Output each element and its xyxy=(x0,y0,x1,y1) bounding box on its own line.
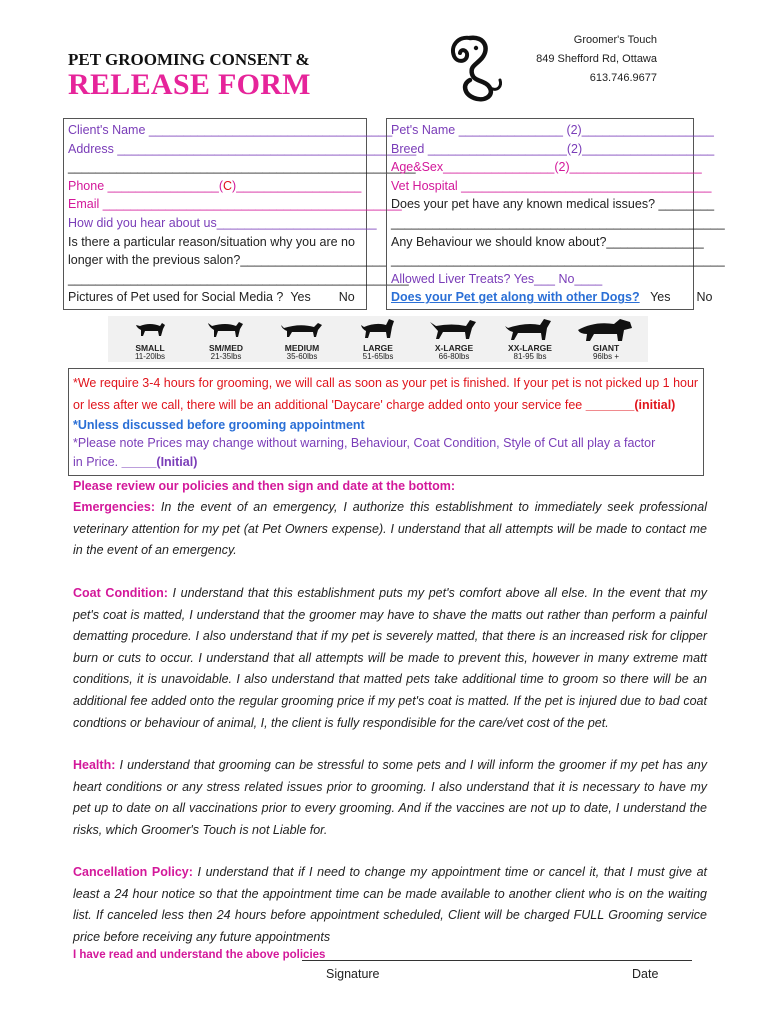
size-medium xyxy=(268,316,336,362)
poodle-logo-icon xyxy=(440,30,518,102)
daycare-text: or less after we call, there will be an additional 'Daycare' charge added onto your service fee xyxy=(73,398,586,412)
size-giant xyxy=(572,316,640,362)
large-dog-icon xyxy=(356,316,400,342)
shop-info xyxy=(536,31,657,88)
phone-label: Phone ________________( xyxy=(68,178,224,193)
gets-along-question: Does your Pet get along with other Dogs? xyxy=(391,290,640,305)
health-label: Health: xyxy=(73,758,116,772)
size-weight: 35-60lbs xyxy=(286,352,318,361)
xx-large-dog-icon xyxy=(502,316,558,342)
notice-prices: *Please note Prices may change without warning, Behaviour, Coat Condition, Style of Cut all play a factor xyxy=(73,436,656,450)
sm-med-dog-icon xyxy=(204,316,248,340)
cancellation-label: Cancellation Policy: xyxy=(73,865,193,879)
size-label: GIANT xyxy=(592,343,620,353)
notice-box xyxy=(68,368,704,476)
emergencies-label: Emergencies: xyxy=(73,500,155,514)
medical-issues-field[interactable]: Does your pet have any known medical issues? ________ xyxy=(391,197,715,212)
size-weight: 21-35lbs xyxy=(210,352,242,361)
x-large-dog-icon xyxy=(426,316,482,342)
size-label: LARGE xyxy=(363,343,393,353)
liver-treats-field[interactable]: Allowed Liver Treats? Yes___ No____ xyxy=(391,271,603,286)
giant-dog-icon xyxy=(574,316,638,344)
size-x-large xyxy=(420,316,488,362)
social-media-question: Pictures of Pet used for Social Media ? xyxy=(68,290,284,305)
referral-field[interactable]: How did you hear about us_______________________ xyxy=(68,215,377,230)
size-label: X-LARGE xyxy=(434,343,474,353)
date-label: Date xyxy=(632,967,659,981)
coat-condition-label: Coat Condition: xyxy=(73,586,168,600)
client-info-fields xyxy=(68,121,417,307)
price-text: in Price. xyxy=(73,455,122,469)
policy-coat-condition xyxy=(73,583,707,734)
address-field[interactable]: Address ___________________________________________ xyxy=(68,141,417,156)
phone-field[interactable] xyxy=(68,177,364,196)
size-weight: 96lbs + xyxy=(592,352,620,361)
email-field[interactable]: Email ___________________________________________ xyxy=(68,197,402,212)
gets-along-dogs xyxy=(391,288,713,307)
social-no-option[interactable]: No xyxy=(338,290,355,305)
size-label: XX-LARGE xyxy=(508,343,552,353)
dogs-yes-option[interactable]: Yes xyxy=(650,290,671,305)
dogs-no-option[interactable]: No xyxy=(696,290,713,305)
behaviour-field[interactable]: Any Behaviour we should know about?______________ xyxy=(391,234,704,249)
signature-label: Signature xyxy=(326,967,380,981)
shop-name: Groomer's Touch xyxy=(573,34,657,46)
address-line-2-field[interactable]: __________________________________________________ xyxy=(68,160,416,175)
coat-condition-text: I understand that this establishment puts my pet's comfort above all else. In the event that my pet's coat is matted, I understand that the groomer may have to shave the matts out rather than perform a painful dematting procedure. I also understand that if my pet is severely matted, that there is an increased risk for clipper burn or cuts to occur. I understand that all attempts will be made to prevent this, however in many extreme matt conditions, it is unavoidable. I also understand that matted pets take additional time to groom so there will be an additional fee added onto the regular grooming price if my pet's coat is matted. If the pet is injured due to bad coat condtions or behaviour of animal, I, the client is fully respondisible for the care/vet cost of the pet. xyxy=(73,586,707,730)
notice-pickup: *We require 3-4 hours for grooming, we will call as soon as your pet is finished. If your pet is not picked up 1 hour xyxy=(73,376,699,390)
title-line-1: PET GROOMING CONSENT & xyxy=(68,50,310,69)
client-name-field[interactable]: Client's Name ___________________________________ xyxy=(68,123,393,137)
size-small xyxy=(116,316,184,362)
reason-line-field[interactable]: _________________________________________________ xyxy=(68,271,409,286)
policy-cancellation xyxy=(73,862,707,948)
previous-salon-field[interactable]: longer with the previous salon?_____________________ xyxy=(68,253,387,268)
small-dog-icon xyxy=(130,316,170,340)
notice-daycare xyxy=(73,398,675,412)
social-yes-option[interactable]: Yes xyxy=(290,290,311,305)
shop-phone: 613.746.9677 xyxy=(589,72,657,84)
size-weight: 81-95 lbs xyxy=(513,352,547,361)
policy-emergencies xyxy=(73,497,707,562)
medium-dog-icon xyxy=(278,316,326,340)
age-sex-field[interactable]: Age&Sex________________(2)___________________ xyxy=(391,160,702,175)
size-weight: 11-20lbs xyxy=(134,352,166,361)
phone-blank: )__________________ xyxy=(232,178,362,193)
price-initial-field[interactable]: _____(Initial) xyxy=(121,455,198,469)
social-media-consent xyxy=(68,288,364,307)
signature-date-line[interactable] xyxy=(302,960,692,961)
size-sm-med xyxy=(192,316,260,362)
size-label: SM/MED xyxy=(209,343,243,353)
page-title: RELEASE FORM xyxy=(68,68,311,101)
reason-question: Is there a particular reason/situation why you are no xyxy=(68,234,355,249)
size-xx-large xyxy=(496,316,564,362)
dog-size-chart xyxy=(108,316,648,362)
shop-address: 849 Shefford Rd, Ottawa xyxy=(536,53,657,65)
policies-intro: Please review our policies and then sign and date at the bottom: xyxy=(73,479,456,493)
vet-hospital-field[interactable]: Vet Hospital ____________________________________ xyxy=(391,178,712,193)
pet-name-field[interactable]: Pet's Name _______________ (2)___________________ xyxy=(391,123,714,137)
size-weight: 51-65lbs xyxy=(362,352,394,361)
health-text: I understand that grooming can be stressful to some pets and I will inform the groomer if my pet has any heart conditions or any stress related issues prior to grooming. I also understand that it is necessary to have my pet up to date on all vaccinations prior to every grooming. And if the vaccines are not up to date, I understand the risks, which Groomer's Touch is not Liable for. xyxy=(73,758,707,837)
size-weight: 66-80lbs xyxy=(438,352,470,361)
notice-price-initial xyxy=(73,455,197,469)
daycare-initial-field[interactable]: _______(initial) xyxy=(585,398,676,412)
breed-field[interactable]: Breed ____________________(2)___________________ xyxy=(391,141,715,156)
pet-info-fields xyxy=(391,121,725,307)
medical-issues-line[interactable]: ________________________________________________ xyxy=(391,215,725,230)
size-large xyxy=(344,316,412,362)
phone-cell-marker: C xyxy=(223,178,233,193)
acknowledgement-text: I have read and understand the above policies xyxy=(73,949,326,961)
notice-unless: *Unless discussed before grooming appointment xyxy=(73,418,365,432)
cancellation-text: I understand that if I need to change my appointment time or cancel it, that I must give at least a 24 hour notice so that the appointment time can be made available to another client who is on the waiting list. If canceled less then 24 hours before appointment scheduled, Client will be charged FULL Grooming service price before receiving any future appointments xyxy=(73,865,708,944)
emergencies-text: In the event of an emergency, I authorize this establishment to immediately seek professional veterinary attention for my pet (at Pet Owners expense). I understand that all attempts will be made to contact me in the event of an emergency. xyxy=(73,500,707,558)
behaviour-line[interactable]: ________________________________________________ xyxy=(391,253,725,268)
policy-health xyxy=(73,755,707,841)
size-label: MEDIUM xyxy=(284,343,320,353)
size-label: SMALL xyxy=(135,343,165,353)
